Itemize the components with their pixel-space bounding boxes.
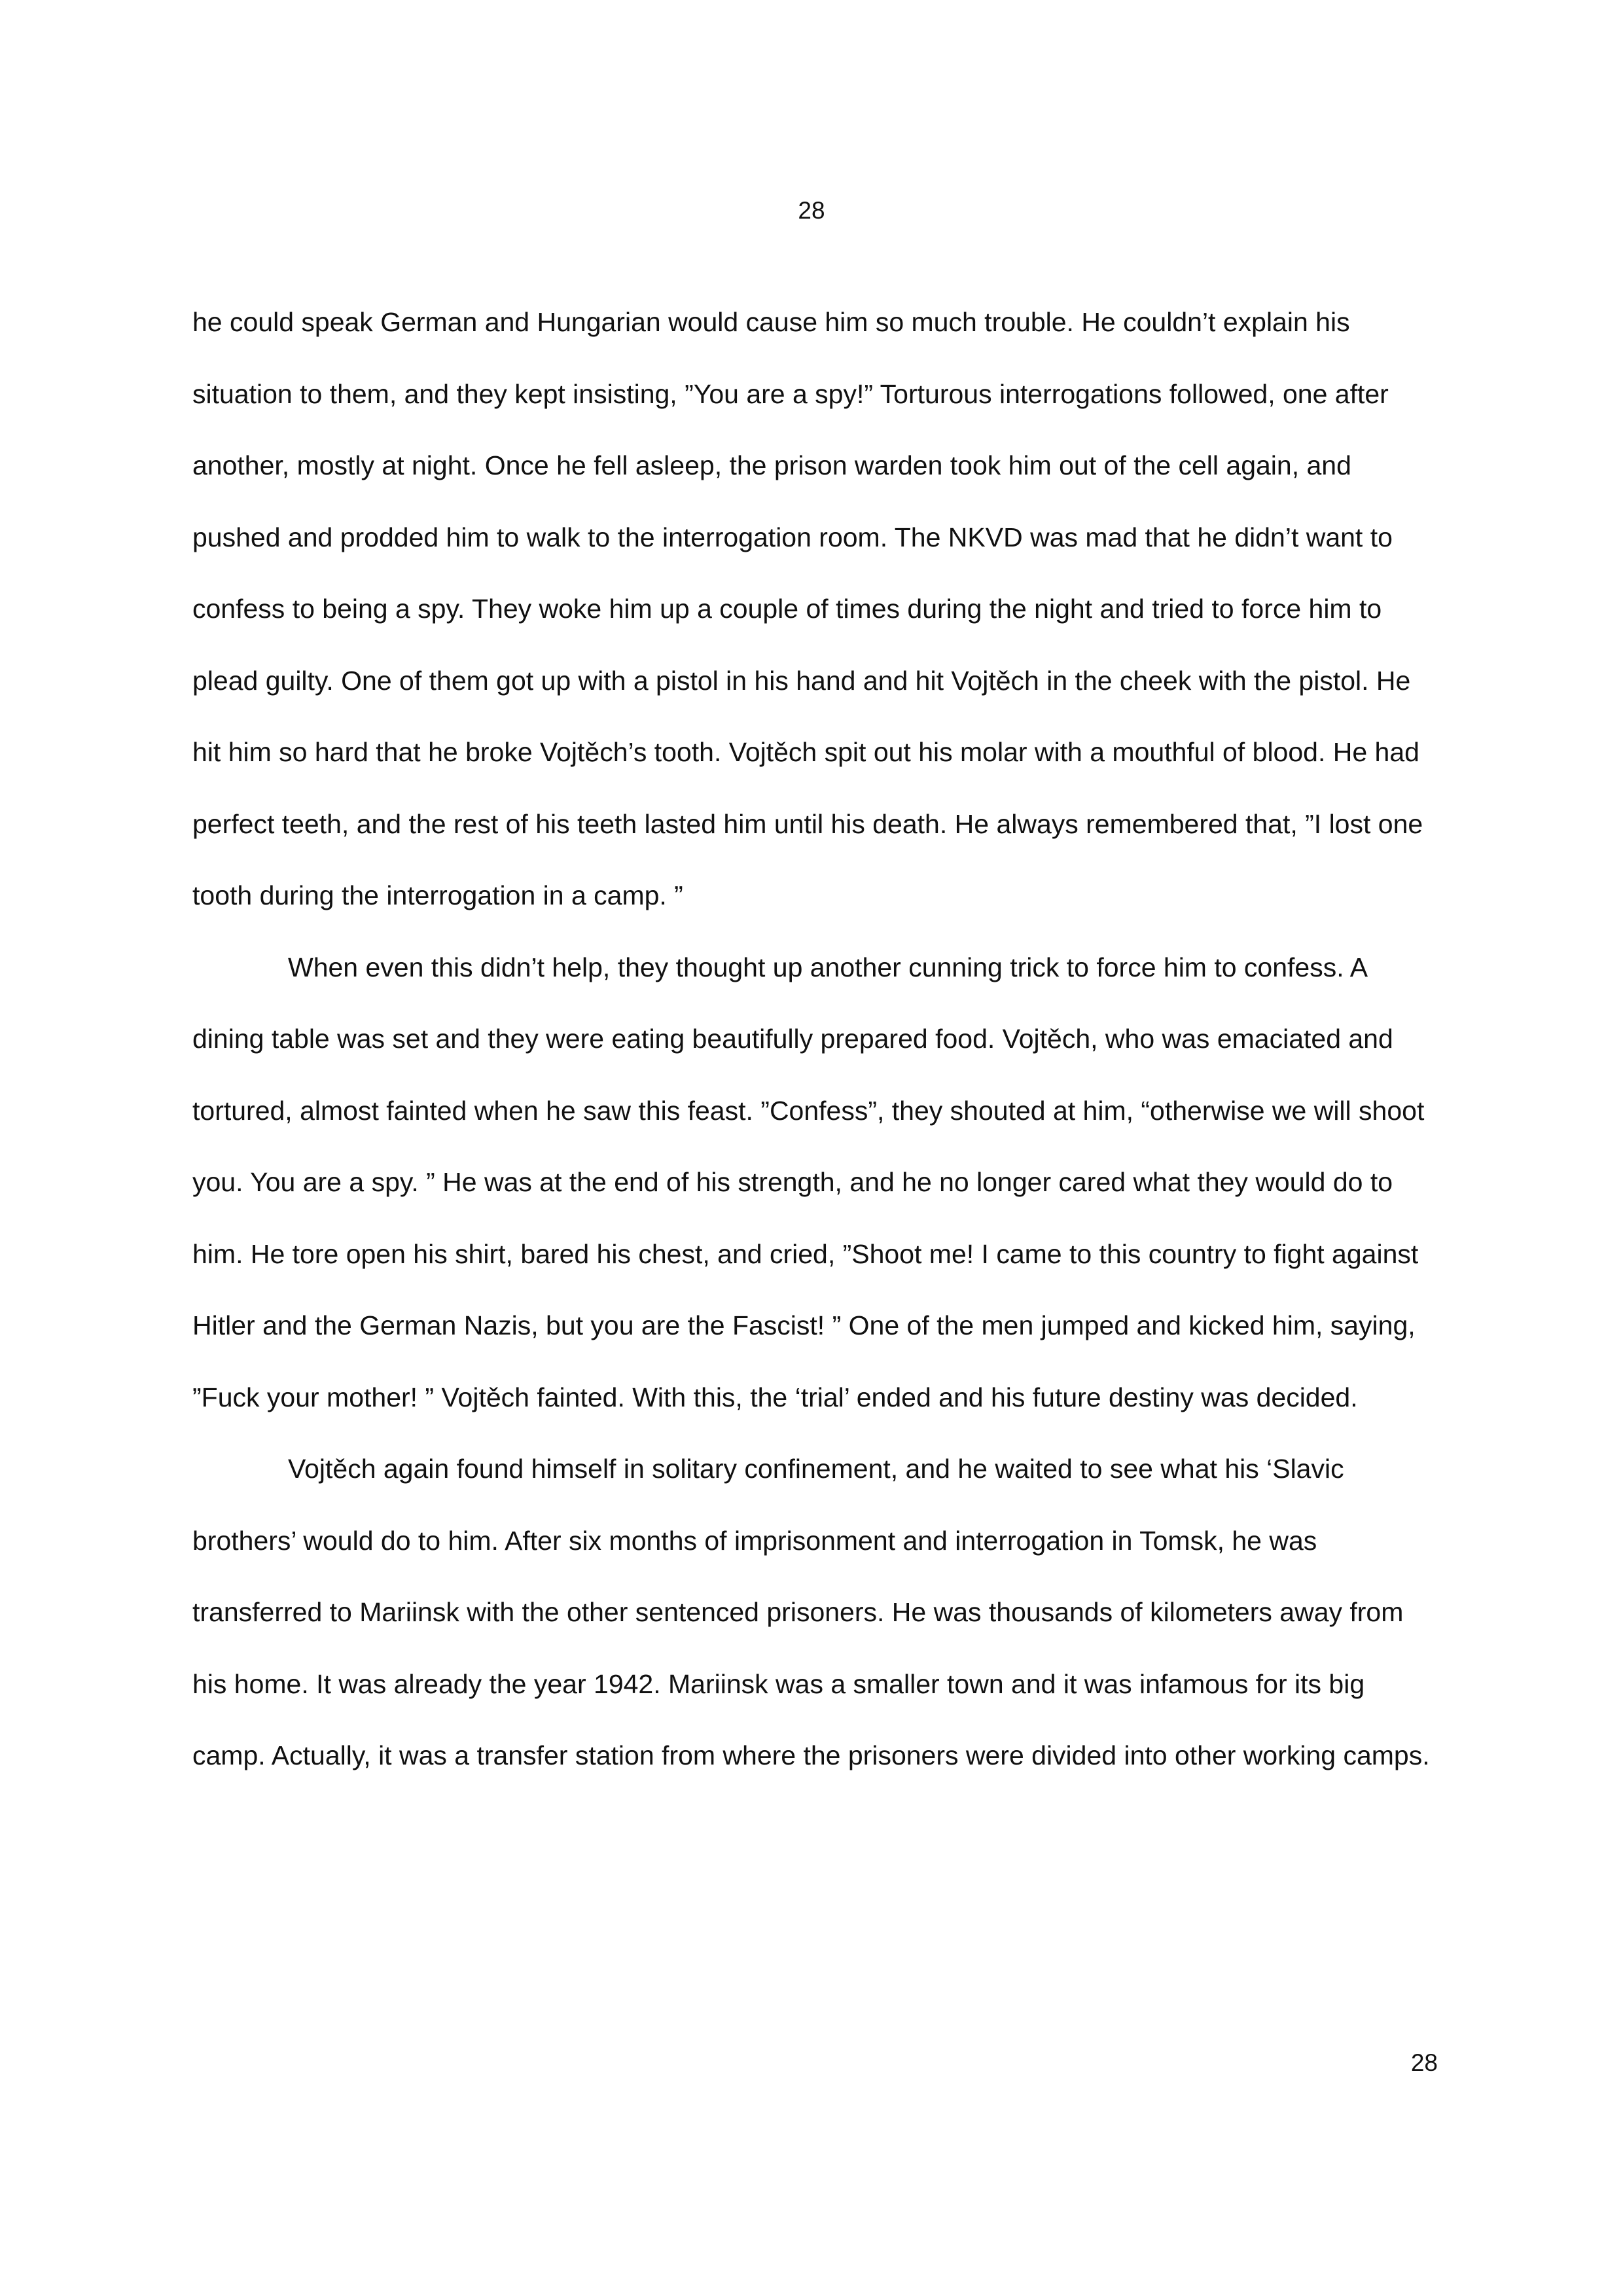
paragraph-transfer-mariinsk: Vojtěch again found himself in solitary confinement, and he waited to see what his ‘Slavic brothers’ would do to him. After six months of imprisonment and interrogation in Tomsk, he was transferred to Mariinsk with the other sentenced prisoners. He was thousands of kilometers away from his home. It was already the year 1942. Mariinsk was a smaller town and it was infamous for its big camp. Actually, it was a transfer station from where the prisoners were divided into other working camps. [192, 1454, 1430, 1770]
paragraph-interrogation-trick: When even this didn’t help, they thought up another cunning trick to force him to confess. A dining table was set and they were eating beautifully prepared food. Vojtěch, who was emaciated and tortured, almost fainted when he saw this feast. ”Confess”, they shouted at him, “otherwise we will shoot you. You are a spy. ” He was at the end of his strength, and he no longer cared what they would do to him. He tore open his shirt, bared his chest, and cried, ”Shoot me! I came to this country to fight against Hitler and the German Nazis, but you are the Fascist! ” One of the men jumped and kicked him, saying, ”Fuck your mother! ” Vojtěch fainted. With this, the ‘trial’ ended and his future destiny was decided. [192, 952, 1425, 1412]
body-text [192, 287, 1436, 1792]
paragraph-continuation: he could speak German and Hungarian would cause him so much trouble. He couldn’t explain his situation to them, and they kept insisting, ”You are a spy!” Torturous interrogations followed, one after another, mostly at night. Once he fell asleep, the prison warden took him out of the cell again, and pushed and prodded him to walk to the interrogation room. The NKVD was mad that he didn’t want to confess to being a spy. They woke him up a couple of times during the night and tried to force him to plead guilty. One of them got up with a pistol in his hand and hit Vojtěch in the cheek with the pistol. He hit him so hard that he broke Vojtěch’s tooth. Vojtěch spit out his molar with a mouthful of blood. He had perfect teeth, and the rest of his teeth lasted him until his death. He always remembered that, ”I lost one tooth during the interrogation in a camp. ” [192, 307, 1423, 910]
page-number-header: 28 [798, 197, 825, 224]
page-number-footer: 28 [1410, 2049, 1438, 2076]
